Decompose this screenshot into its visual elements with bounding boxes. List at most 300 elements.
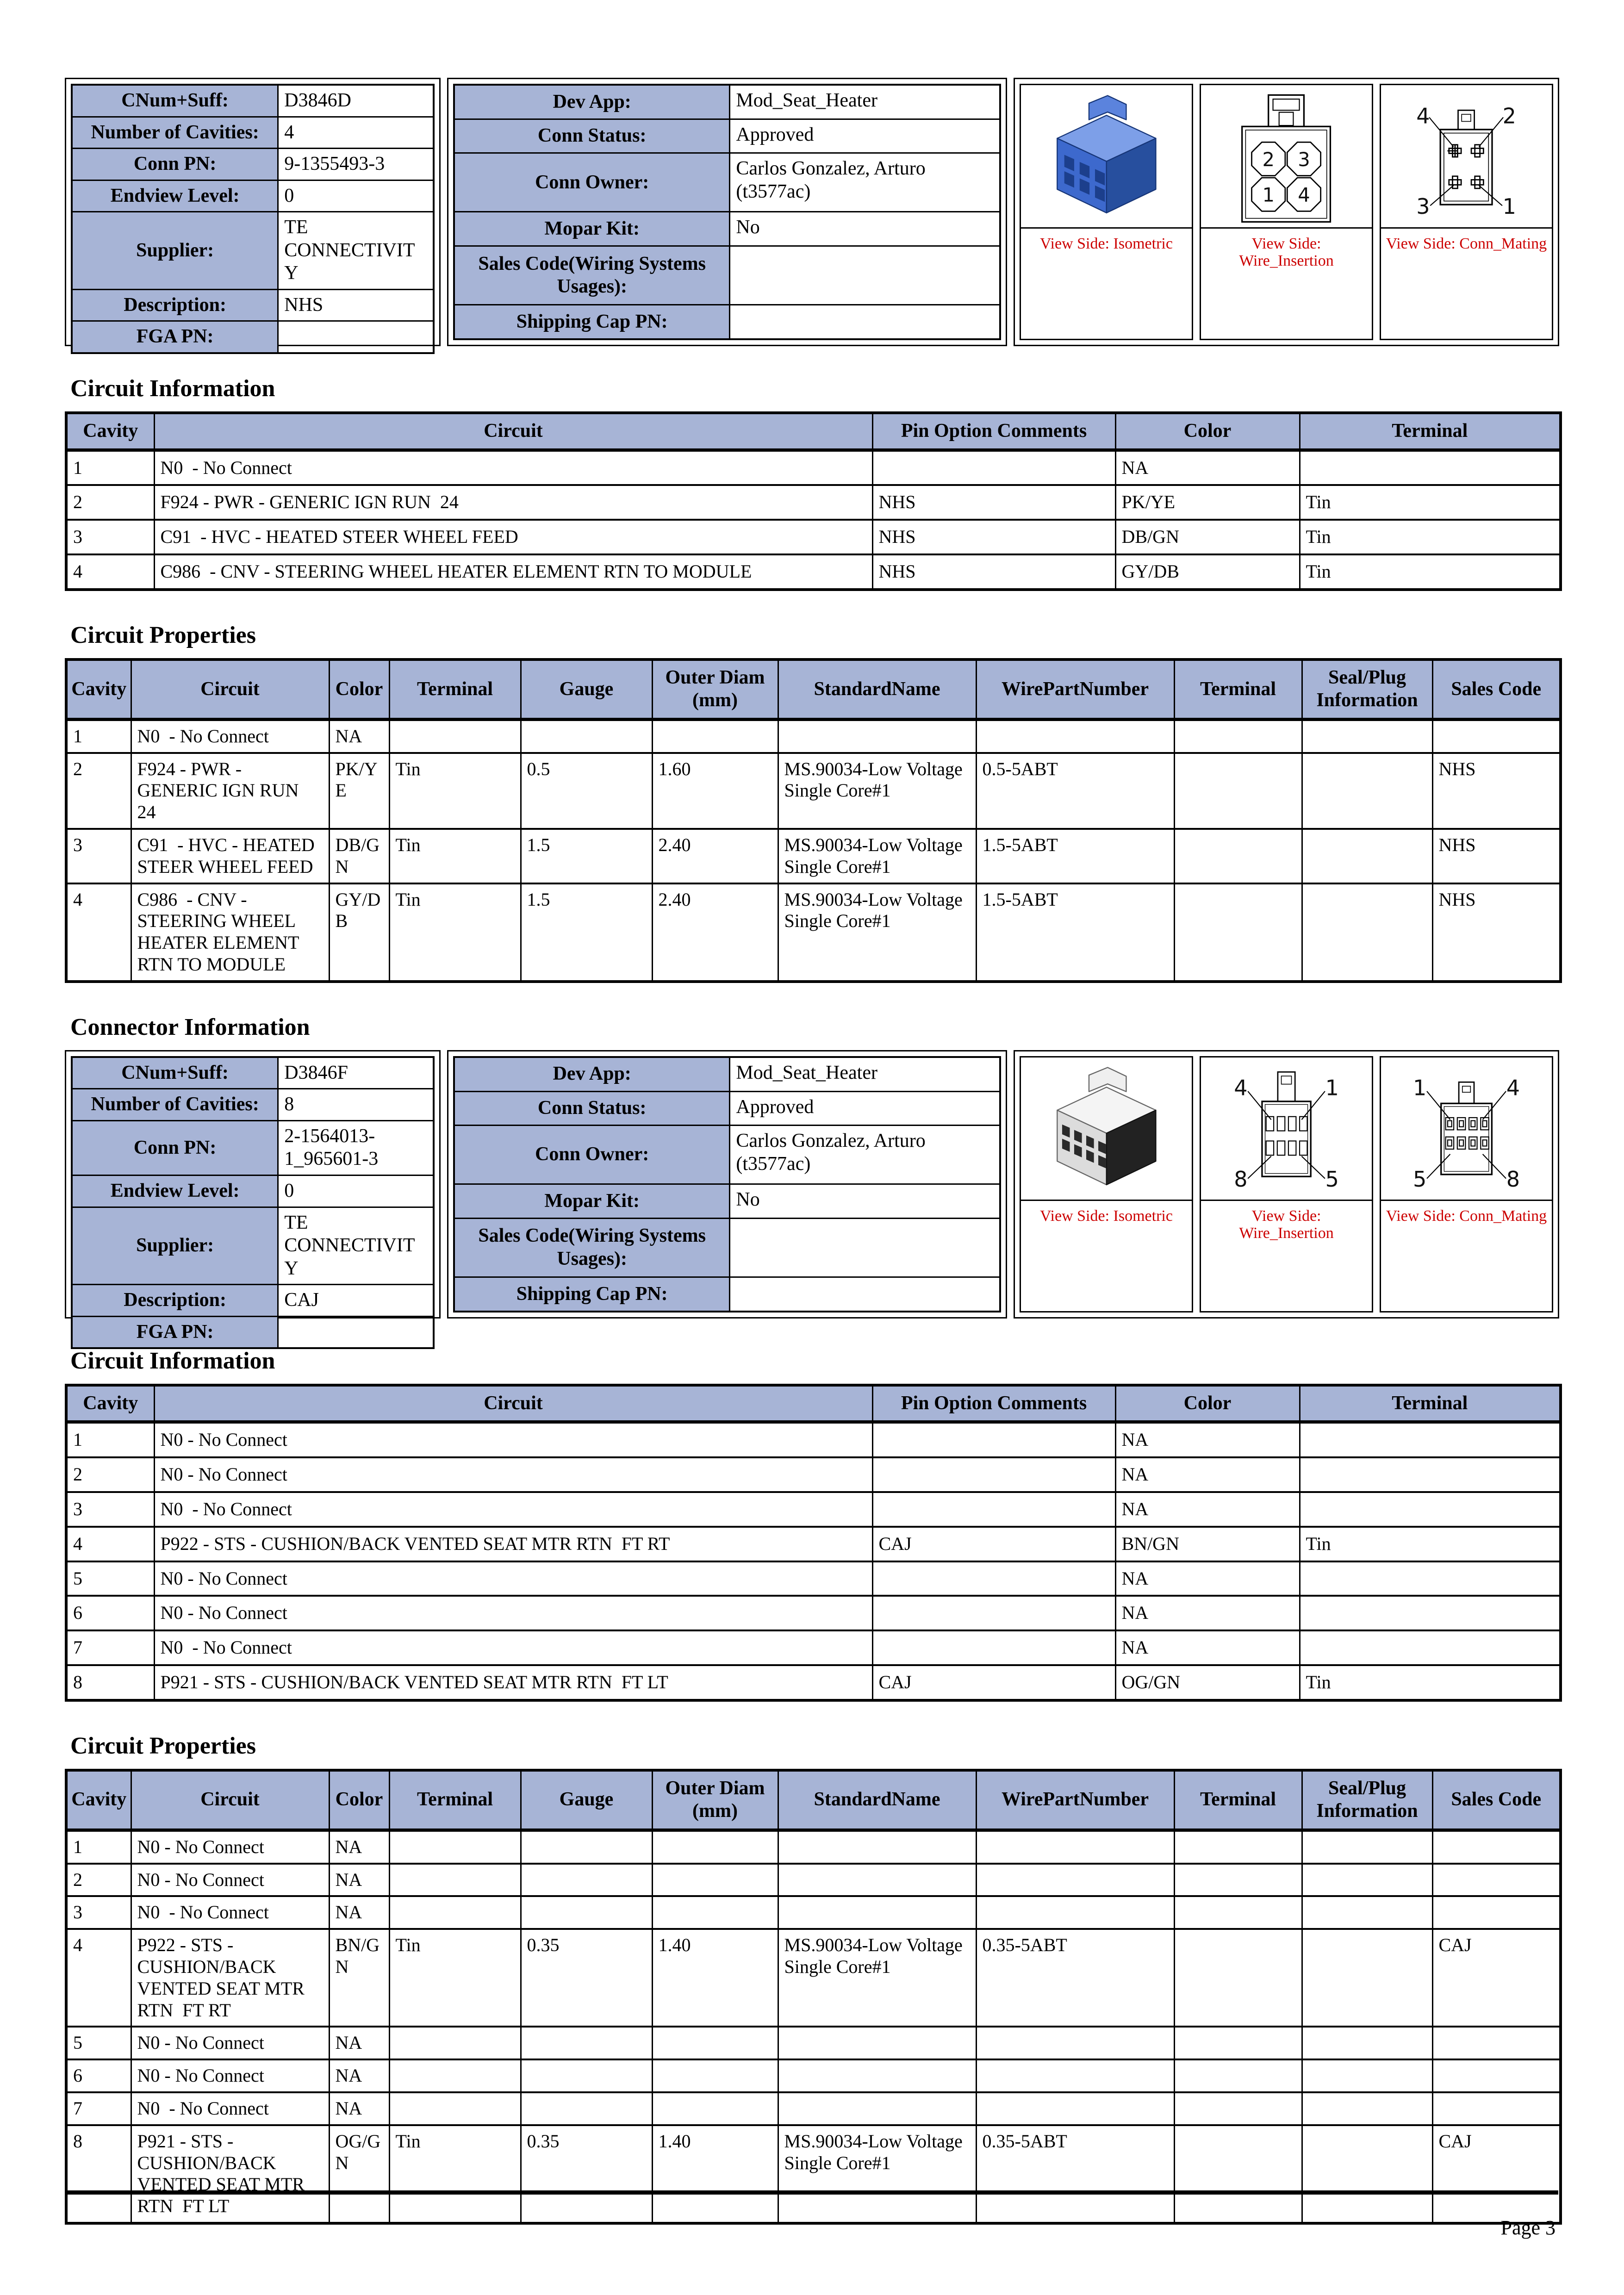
column-header: Terminal: [1174, 1770, 1302, 1830]
table-cell: 3: [66, 1492, 154, 1527]
table-cell: N0 - No Connect: [154, 1596, 872, 1630]
connector2-dev-table: [453, 1056, 1001, 1312]
connector1-conn-mating-label: View Side: Conn_Mating: [1386, 235, 1547, 252]
info-value: NHS: [278, 289, 434, 321]
table-cell: NA: [329, 2027, 389, 2059]
table-cell: Tin: [1300, 520, 1561, 554]
table-cell: 2.40: [652, 883, 778, 982]
table-cell: N0 - No Connect: [131, 2059, 329, 2092]
table-cell: P922 - STS - CUSHION/BACK VENTED SEAT MTR RTN FT RT: [154, 1527, 872, 1561]
connector1-details-table: [71, 84, 435, 354]
connector2-circuit-properties-table: [65, 1769, 1562, 2225]
connector2-details-table: [71, 1056, 435, 1349]
table-cell: 1.5-5ABT: [976, 829, 1174, 883]
table-cell: [872, 1561, 1115, 1596]
connector2-isometric-view-cell: [1020, 1056, 1193, 1312]
table-cell: [1432, 1864, 1561, 1897]
column-header: Color: [1115, 1385, 1300, 1422]
table-cell: [976, 1830, 1174, 1863]
svg-text:1: 1: [1503, 193, 1517, 219]
table-row: [66, 1422, 1561, 1457]
column-header: Color: [329, 1770, 389, 1830]
table-cell: NA: [1115, 1457, 1300, 1492]
spacer: [1201, 276, 1372, 339]
table-cell: [778, 1896, 976, 1929]
connector1-summary-section: [65, 78, 1559, 346]
table-cell: 1.40: [652, 2125, 778, 2223]
info-value: 4: [278, 117, 434, 149]
table-cell: F924 - PWR - GENERIC IGN RUN 24: [154, 485, 872, 520]
column-header: Color: [329, 659, 389, 720]
info-label: Description:: [72, 289, 278, 321]
table-cell: N0 - No Connect: [131, 1896, 329, 1929]
table-cell: [872, 1630, 1115, 1665]
table-cell: [1302, 753, 1432, 829]
table-cell: Tin: [389, 883, 521, 982]
table-cell: MS.90034-Low Voltage Single Core#1: [778, 2125, 976, 2223]
table-row: [66, 1561, 1561, 1596]
table-cell: 1: [66, 450, 154, 485]
table-cell: NHS: [872, 554, 1115, 590]
connector1-details-box: [65, 78, 441, 346]
table-cell: NHS: [1432, 753, 1561, 829]
info-row: [454, 1126, 1000, 1184]
table-cell: Tin: [389, 2125, 521, 2223]
table-row: [66, 1630, 1561, 1665]
table-cell: NHS: [872, 520, 1115, 554]
table-cell: 3: [66, 829, 131, 883]
spacer: [1201, 1249, 1372, 1311]
info-row: [454, 119, 1000, 153]
connector2-conn-mating-image: [1381, 1057, 1552, 1201]
table-cell: N0 - No Connect: [154, 450, 872, 485]
info-value: [730, 1277, 1000, 1311]
circuit-properties-title-1: Circuit Properties: [70, 622, 256, 648]
svg-text:1: 1: [1325, 1076, 1339, 1101]
footer-divider: [65, 2190, 1558, 2195]
table-cell: Tin: [1300, 554, 1561, 590]
info-row: [454, 1091, 1000, 1126]
connector2-circuit-properties-header-row: [66, 1770, 1561, 1830]
info-value: 0: [278, 1175, 434, 1207]
table-cell: [521, 1864, 652, 1897]
connector1-isometric-view-cell: [1020, 84, 1193, 340]
connector2-conn-mating-icon: [1406, 1060, 1527, 1197]
table-cell: [1432, 719, 1561, 753]
connector1-wire-insertion-view-cell: [1200, 84, 1373, 340]
info-label: Conn PN:: [72, 1120, 278, 1175]
table-cell: [1300, 450, 1561, 485]
table-cell: 5: [66, 2027, 131, 2059]
info-value: [730, 1218, 1000, 1277]
spacer: [1381, 1231, 1552, 1311]
connector2-isometric-image: [1021, 1057, 1192, 1201]
column-header: Pin Option Comments: [872, 413, 1115, 450]
info-value: [730, 305, 1000, 339]
table-cell: [778, 719, 976, 753]
info-value: TE CONNECTIVITY: [278, 212, 434, 290]
table-cell: [521, 1896, 652, 1929]
table-cell: BN/GN: [329, 1929, 389, 2027]
connector2-conn-mating-label: View Side: Conn_Mating: [1386, 1207, 1547, 1225]
table-row: [66, 1492, 1561, 1527]
connector1-circuit-information-table: [65, 411, 1562, 591]
table-cell: CAJ: [872, 1527, 1115, 1561]
table-cell: F924 - PWR - GENERIC IGN RUN 24: [131, 753, 329, 829]
table-cell: OG/GN: [1115, 1665, 1300, 1700]
svg-text:4: 4: [1416, 103, 1430, 129]
connector2-dev-box: [447, 1050, 1007, 1319]
table-cell: [1300, 1596, 1561, 1630]
info-label: Endview Level:: [72, 180, 278, 212]
table-cell: DB/GN: [329, 829, 389, 883]
info-row: [72, 289, 434, 321]
table-cell: [1174, 1864, 1302, 1897]
info-row: [72, 117, 434, 149]
spacer: [1021, 1231, 1192, 1311]
info-row: [72, 1089, 434, 1121]
table-cell: [1300, 1457, 1561, 1492]
table-cell: [1302, 719, 1432, 753]
table-cell: [1432, 2027, 1561, 2059]
info-value: No: [730, 1184, 1000, 1219]
circuit-properties-title-2: Circuit Properties: [70, 1732, 256, 1759]
connector1-isometric-label: View Side: Isometric: [1040, 235, 1173, 252]
column-header: Cavity: [66, 1385, 154, 1422]
table-cell: [1300, 1561, 1561, 1596]
table-cell: NHS: [1432, 829, 1561, 883]
connector1-dev-table: [453, 84, 1001, 340]
table-cell: [1432, 1896, 1561, 1929]
column-header: Cavity: [66, 1770, 131, 1830]
info-row: [454, 153, 1000, 212]
connector2-isometric-icon: [1033, 1060, 1181, 1197]
info-label: Shipping Cap PN:: [454, 1277, 730, 1311]
page-footer: [65, 2190, 1558, 2239]
table-cell: CAJ: [872, 1665, 1115, 1700]
table-row: [66, 1527, 1561, 1561]
info-value: CAJ: [278, 1285, 434, 1317]
info-label: Conn Owner:: [454, 1126, 730, 1184]
table-cell: MS.90034-Low Voltage Single Core#1: [778, 1929, 976, 2027]
table-cell: [976, 1864, 1174, 1897]
connector2-views-box: [1014, 1050, 1559, 1319]
column-header: StandardName: [778, 659, 976, 720]
table-cell: [1302, 2059, 1432, 2092]
table-cell: MS.90034-Low Voltage Single Core#1: [778, 829, 976, 883]
info-row: [72, 1120, 434, 1175]
table-cell: 7: [66, 2092, 131, 2125]
table-cell: 0.5: [521, 753, 652, 829]
table-cell: N0 - No Connect: [154, 1630, 872, 1665]
info-row: [72, 149, 434, 180]
info-value: 8: [278, 1089, 434, 1121]
table-cell: [1174, 829, 1302, 883]
table-cell: 1.5: [521, 829, 652, 883]
table-cell: 1: [66, 1422, 154, 1457]
info-value: 0: [278, 180, 434, 212]
table-cell: NA: [329, 2092, 389, 2125]
table-cell: [521, 719, 652, 753]
table-cell: [1302, 2027, 1432, 2059]
table-cell: Tin: [1300, 1665, 1561, 1700]
table-cell: 8: [66, 2125, 131, 2223]
svg-text:5: 5: [1412, 1167, 1427, 1192]
table-cell: [976, 2027, 1174, 2059]
info-label: Mopar Kit:: [454, 212, 730, 246]
table-row: [66, 883, 1561, 982]
connector2-wire-insertion-label: View Side: Wire_Insertion: [1239, 1207, 1334, 1242]
table-row: [66, 1896, 1561, 1929]
column-header: Seal/Plug Information: [1302, 1770, 1432, 1830]
table-cell: PK/YE: [1115, 485, 1300, 520]
column-header: Gauge: [521, 659, 652, 720]
connector1-conn-mating-image: [1381, 85, 1552, 229]
table-row: [66, 1665, 1561, 1700]
svg-text:4: 4: [1506, 1076, 1520, 1101]
table-cell: [1174, 2027, 1302, 2059]
table-cell: 6: [66, 2059, 131, 2092]
table-cell: PK/YE: [329, 753, 389, 829]
table-cell: GY/DB: [329, 883, 389, 982]
table-cell: C91 - HVC - HEATED STEER WHEEL FEED: [154, 520, 872, 554]
info-value: D3846D: [278, 85, 434, 117]
connector2-summary-section: [65, 1050, 1559, 1343]
column-header: Outer Diam (mm): [652, 659, 778, 720]
table-cell: 2: [66, 1457, 154, 1492]
info-value: TE CONNECTIVITY: [278, 1207, 434, 1285]
info-row: [72, 1175, 434, 1207]
connector-information-title: Connector Information: [70, 1014, 310, 1040]
table-cell: 2: [66, 753, 131, 829]
table-cell: [1174, 1830, 1302, 1863]
page-number: Page 3: [1500, 2216, 1556, 2239]
table-row: [66, 1830, 1561, 1863]
table-row: [66, 2092, 1561, 2125]
table-cell: MS.90034-Low Voltage Single Core#1: [778, 753, 976, 829]
table-cell: 2: [66, 1864, 131, 1897]
info-label: Conn Owner:: [454, 153, 730, 212]
connector1-wire-insertion-label: View Side: Wire_Insertion: [1239, 235, 1334, 270]
table-cell: CAJ: [1432, 2125, 1561, 2223]
table-cell: Tin: [389, 753, 521, 829]
table-cell: [652, 2092, 778, 2125]
info-value: [730, 246, 1000, 305]
column-header: Pin Option Comments: [872, 1385, 1115, 1422]
table-cell: NA: [1115, 1561, 1300, 1596]
svg-text:2: 2: [1262, 148, 1275, 171]
column-header: Seal/Plug Information: [1302, 659, 1432, 720]
info-label: FGA PN:: [72, 1316, 278, 1348]
column-header: Terminal: [1300, 1385, 1561, 1422]
table-cell: [976, 2092, 1174, 2125]
table-cell: 5: [66, 1561, 154, 1596]
table-cell: Tin: [389, 829, 521, 883]
connector2-isometric-label: View Side: Isometric: [1040, 1207, 1173, 1225]
info-row: [72, 1285, 434, 1317]
table-cell: [1302, 1830, 1432, 1863]
table-cell: 4: [66, 1527, 154, 1561]
table-row: [66, 554, 1561, 590]
spacer: [1021, 259, 1192, 339]
connector1-isometric-image: [1021, 85, 1192, 229]
info-label: Supplier:: [72, 1207, 278, 1285]
table-cell: NA: [1115, 450, 1300, 485]
table-cell: 1: [66, 719, 131, 753]
info-label: Endview Level:: [72, 1175, 278, 1207]
info-row: [454, 1057, 1000, 1091]
info-value: Mod_Seat_Heater: [730, 1057, 1000, 1091]
table-cell: CAJ: [1432, 1929, 1561, 2027]
table-cell: [778, 2092, 976, 2125]
table-cell: Tin: [1300, 1527, 1561, 1561]
table-cell: 0.35-5ABT: [976, 1929, 1174, 2027]
info-row: [454, 1218, 1000, 1277]
connector2-conn-mating-view-cell: [1380, 1056, 1553, 1312]
column-header: Sales Code: [1432, 659, 1561, 720]
table-cell: [1302, 2092, 1432, 2125]
svg-text:5: 5: [1325, 1167, 1339, 1192]
info-label: Shipping Cap PN:: [454, 305, 730, 339]
svg-text:3: 3: [1416, 193, 1430, 219]
table-cell: [521, 2092, 652, 2125]
table-row: [66, 719, 1561, 753]
column-header: Outer Diam (mm): [652, 1770, 778, 1830]
table-cell: 1.40: [652, 1929, 778, 2027]
info-row: [454, 1277, 1000, 1311]
info-row: [454, 1184, 1000, 1219]
table-cell: [1300, 1492, 1561, 1527]
table-cell: [1432, 2092, 1561, 2125]
table-cell: [389, 1830, 521, 1863]
info-value: [278, 1316, 434, 1348]
table-cell: 3: [66, 520, 154, 554]
info-label: Sales Code(Wiring Systems Usages):: [454, 1218, 730, 1277]
info-value: Carlos Gonzalez, Arturo (t3577ac): [730, 1126, 1000, 1184]
table-cell: [976, 719, 1174, 753]
svg-text:4: 4: [1298, 183, 1311, 206]
table-cell: N0 - No Connect: [154, 1457, 872, 1492]
column-header: Cavity: [66, 413, 154, 450]
column-header: Terminal: [1300, 413, 1561, 450]
table-cell: NA: [1115, 1492, 1300, 1527]
table-cell: OG/GN: [329, 2125, 389, 2223]
table-cell: [872, 1596, 1115, 1630]
column-header: Sales Code: [1432, 1770, 1561, 1830]
table-cell: [1174, 883, 1302, 982]
svg-text:1: 1: [1412, 1076, 1427, 1101]
table-cell: [389, 2027, 521, 2059]
info-value: 9-1355493-3: [278, 149, 434, 180]
table-cell: C91 - HVC - HEATED STEER WHEEL FEED: [131, 829, 329, 883]
info-label: Supplier:: [72, 212, 278, 290]
info-value: Carlos Gonzalez, Arturo (t3577ac): [730, 153, 1000, 212]
table-cell: 8: [66, 1665, 154, 1700]
column-header: Circuit: [131, 659, 329, 720]
table-cell: DB/GN: [1115, 520, 1300, 554]
table-cell: [652, 1896, 778, 1929]
connector2-wire-insertion-icon: [1226, 1060, 1347, 1197]
table-cell: N0 - No Connect: [154, 1422, 872, 1457]
table-cell: 2: [66, 485, 154, 520]
table-cell: P922 - STS - CUSHION/BACK VENTED SEAT MTR RTN FT RT: [131, 1929, 329, 2027]
column-header: Gauge: [521, 1770, 652, 1830]
table-cell: NA: [329, 1864, 389, 1897]
table-cell: C986 - CNV - STEERING WHEEL HEATER ELEMENT RTN TO MODULE: [154, 554, 872, 590]
table-cell: NA: [1115, 1422, 1300, 1457]
connector1-circuit-properties-header-row: [66, 659, 1561, 720]
info-label: CNum+Suff:: [72, 1057, 278, 1089]
table-cell: NA: [329, 1830, 389, 1863]
table-row: [66, 450, 1561, 485]
table-row: [66, 520, 1561, 554]
table-cell: [1302, 1896, 1432, 1929]
table-cell: N0 - No Connect: [154, 1492, 872, 1527]
table-cell: [1174, 1929, 1302, 2027]
table-cell: [1302, 883, 1432, 982]
info-label: Sales Code(Wiring Systems Usages):: [454, 246, 730, 305]
info-row: [454, 246, 1000, 305]
table-cell: NHS: [872, 485, 1115, 520]
table-cell: [872, 450, 1115, 485]
info-row: [72, 1057, 434, 1089]
table-cell: C986 - CNV - STEERING WHEEL HEATER ELEMENT RTN TO MODULE: [131, 883, 329, 982]
table-cell: [872, 1492, 1115, 1527]
table-cell: 0.5-5ABT: [976, 753, 1174, 829]
connector2-wire-insertion-view-cell: [1200, 1056, 1373, 1312]
table-cell: [778, 2027, 976, 2059]
table-cell: [652, 2027, 778, 2059]
table-row: [66, 1596, 1561, 1630]
connector2-wire-insertion-image: [1201, 1057, 1372, 1201]
table-cell: P921 - STS - CUSHION/BACK VENTED SEAT MTR RTN FT LT: [131, 2125, 329, 2223]
table-cell: BN/GN: [1115, 1527, 1300, 1561]
table-cell: 4: [66, 1929, 131, 2027]
table-cell: 1.60: [652, 753, 778, 829]
column-header: Circuit: [154, 1385, 872, 1422]
table-cell: [778, 1864, 976, 1897]
table-cell: [1300, 1422, 1561, 1457]
info-label: Dev App:: [454, 1057, 730, 1091]
table-cell: 0.35-5ABT: [976, 2125, 1174, 2223]
table-cell: 0.35: [521, 2125, 652, 2223]
info-value: Mod_Seat_Heater: [730, 85, 1000, 119]
connector1-circuit-information-header-row: [66, 413, 1561, 450]
connector1-circuit-properties-table: [65, 658, 1562, 983]
svg-text:1: 1: [1262, 183, 1275, 206]
table-cell: N0 - No Connect: [154, 1561, 872, 1596]
table-row: [66, 1929, 1561, 2027]
table-cell: [521, 2027, 652, 2059]
table-cell: N0 - No Connect: [131, 1830, 329, 1863]
table-cell: MS.90034-Low Voltage Single Core#1: [778, 883, 976, 982]
spacer: [1381, 259, 1552, 339]
column-header: Circuit: [154, 413, 872, 450]
table-cell: [389, 719, 521, 753]
table-cell: [1302, 1929, 1432, 2027]
table-row: [66, 485, 1561, 520]
table-cell: [521, 2059, 652, 2092]
table-cell: 1.5-5ABT: [976, 883, 1174, 982]
table-cell: NA: [329, 1896, 389, 1929]
column-header: Cavity: [66, 659, 131, 720]
connector1-isometric-icon: [1033, 88, 1181, 225]
info-row: [454, 305, 1000, 339]
table-cell: 6: [66, 1596, 154, 1630]
connector2-details-box: [65, 1050, 441, 1343]
table-row: [66, 1864, 1561, 1897]
circuit-information-title-2: Circuit Information: [70, 1347, 275, 1374]
